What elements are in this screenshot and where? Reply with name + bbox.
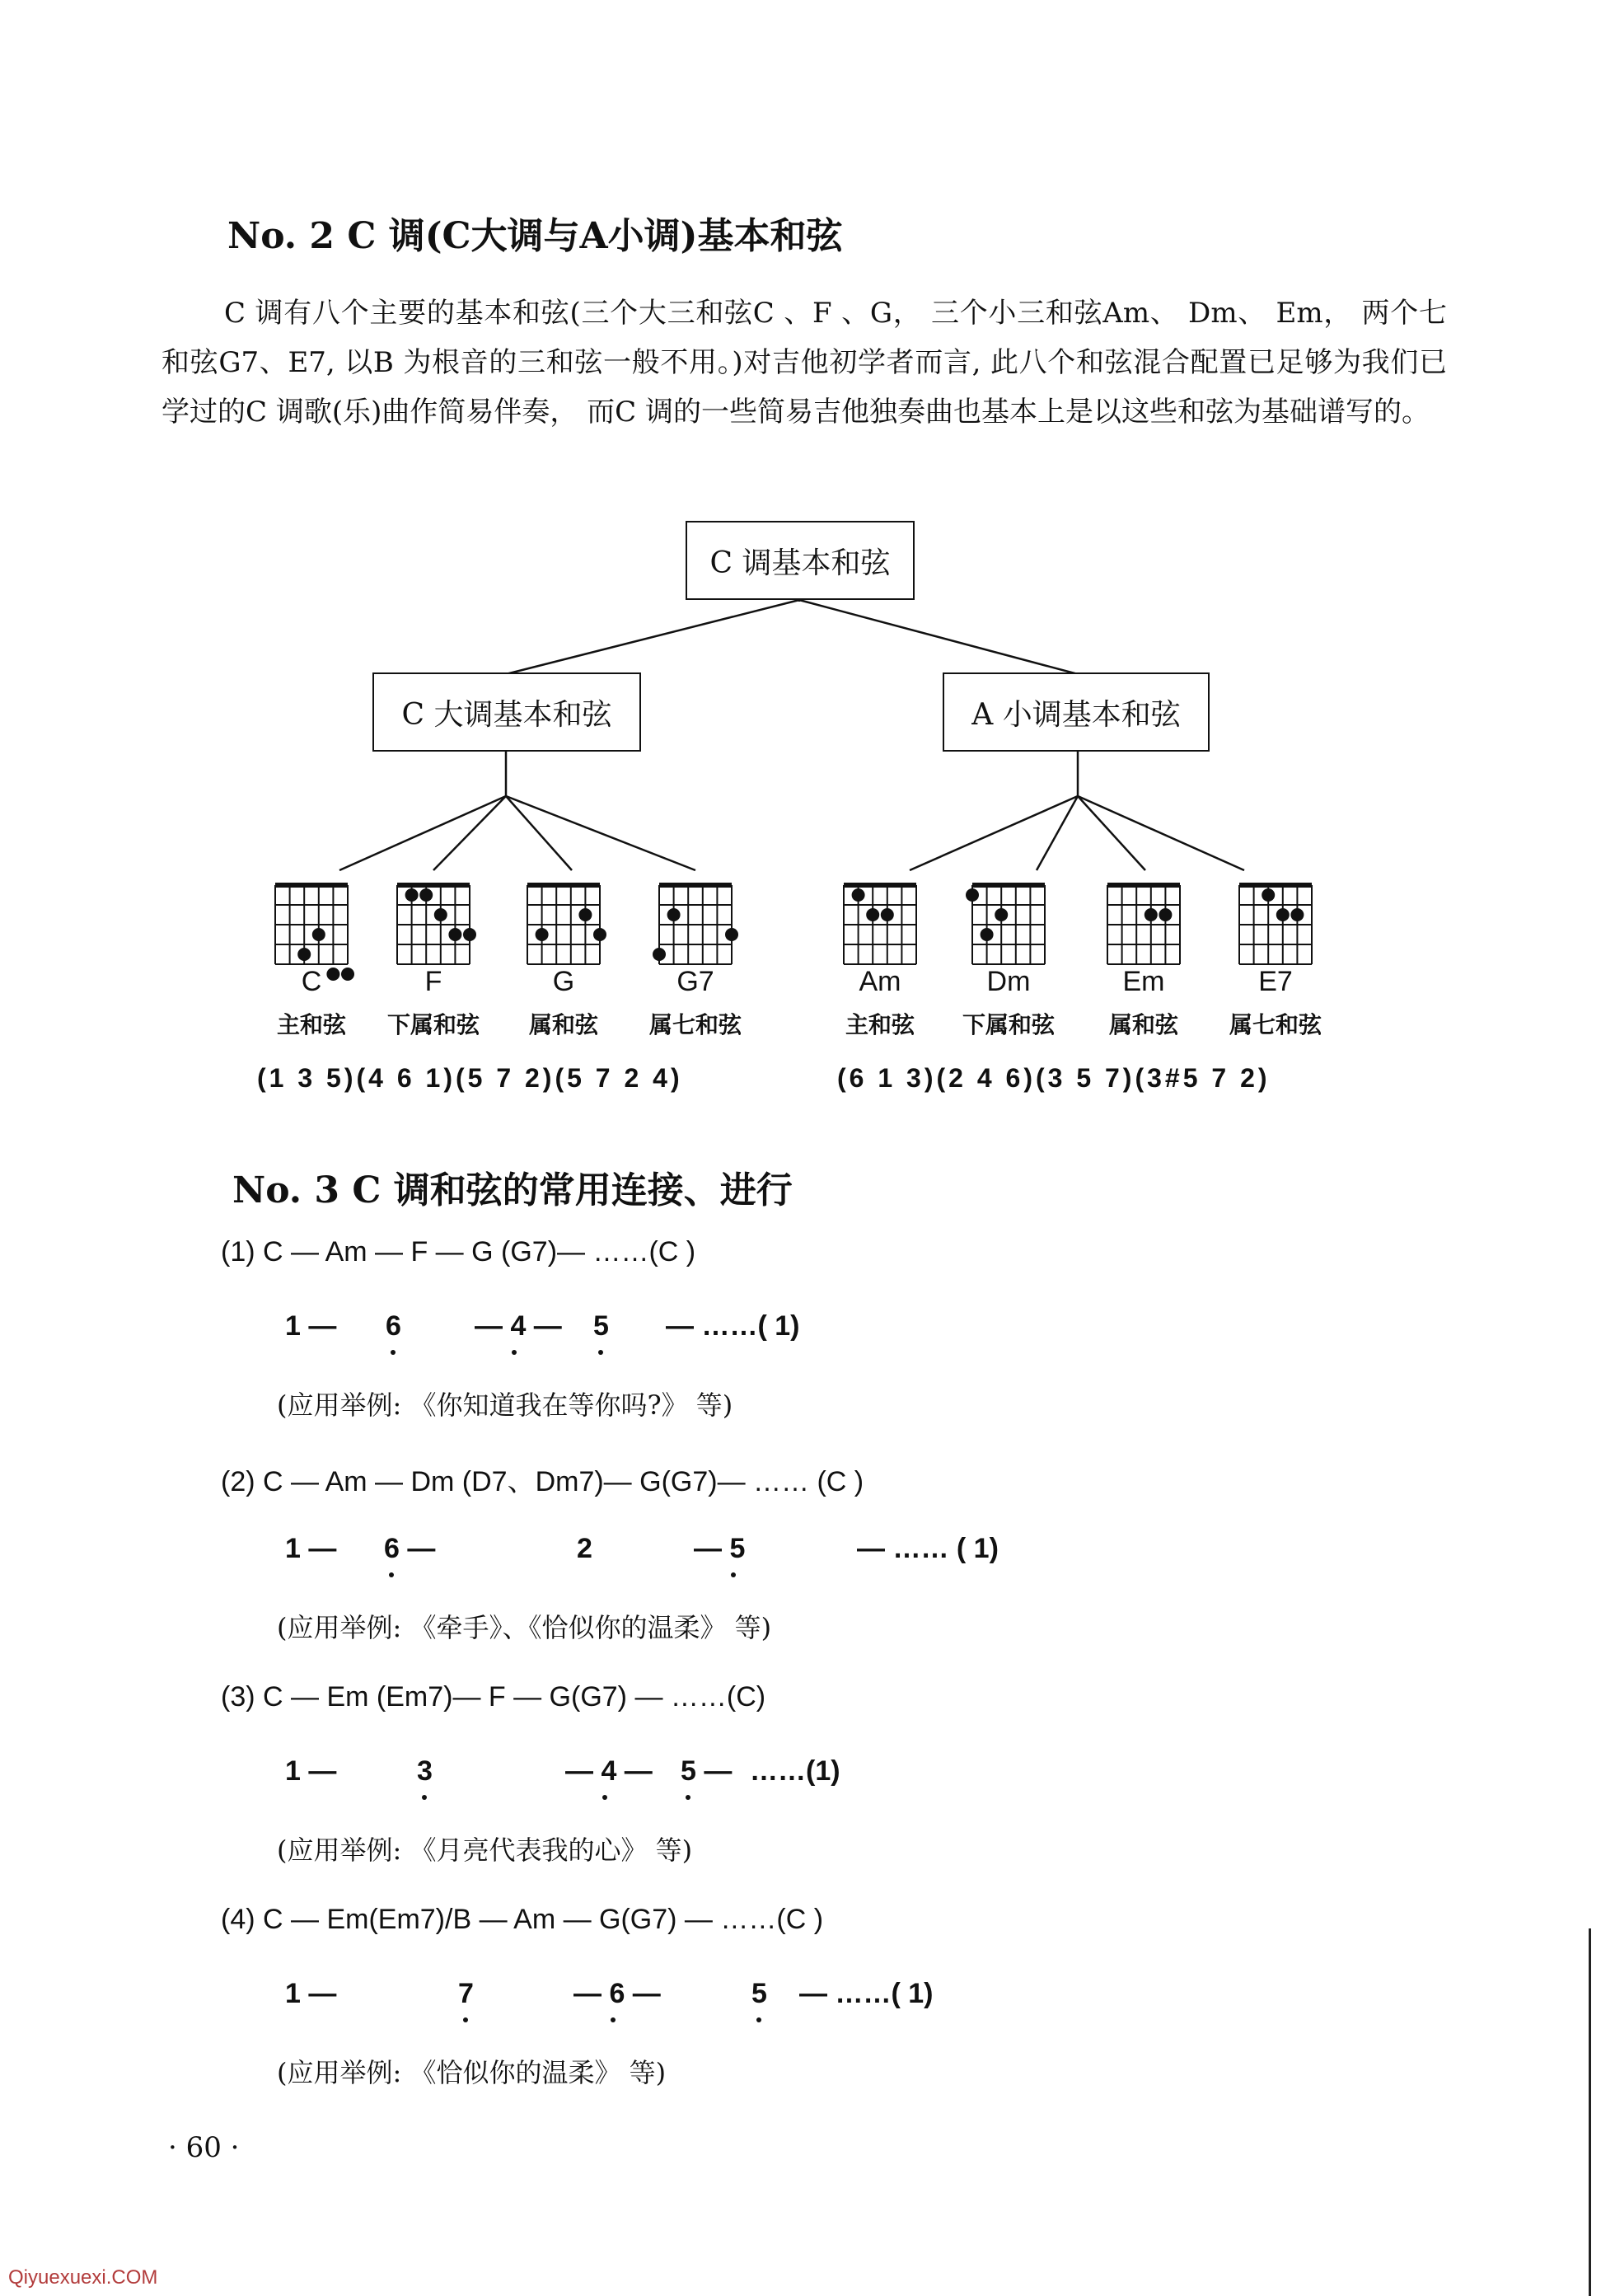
finger-dot [448, 928, 461, 941]
progression-degree: — …… ( 1) [857, 1533, 999, 1564]
progression-chords: (1) C — Am — F — G (G7)— ……(C ) [221, 1236, 696, 1267]
progression-degree: 2 [577, 1533, 592, 1564]
finger-dot [297, 948, 311, 961]
progression-example: (应用举例: 《牵手》、《恰似你的温柔》 等) [277, 1612, 772, 1643]
finger-dot [419, 888, 433, 902]
chord-name: C [301, 966, 322, 997]
finger-dot [1145, 908, 1158, 921]
chord-name: Am [859, 966, 901, 997]
progression-degree: 6 [386, 1310, 401, 1342]
low-octave-dot [422, 1795, 427, 1800]
chord-notes-major: (1 3 5)(4 6 1)(5 7 2)(5 7 2 4) [257, 1063, 683, 1093]
progression-degree: — 4 — [565, 1755, 653, 1787]
chord-function: 下属和弦 [962, 1011, 1055, 1038]
chord-name: E7 [1258, 966, 1293, 997]
section2-title: No. 2 C 调(C大调与A小调)基本和弦 [227, 215, 843, 257]
progression-degree: 5 [593, 1310, 609, 1342]
finger-dot [405, 888, 419, 902]
low-octave-dot [512, 1350, 517, 1355]
chord-name: Em [1122, 966, 1165, 997]
chord-name: F [424, 966, 442, 997]
chord-diagram-am [844, 885, 916, 964]
chord-notes-minor: (6 1 3)(2 4 6)(3 5 7)(3#5 7 2) [837, 1063, 1271, 1093]
progression-degree: 1 — [285, 1533, 337, 1564]
progression-chords: (4) C — Em(Em7)/B — Am — G(G7) — ……(C ) [221, 1904, 824, 1935]
progression-degree: 1 — [285, 1755, 337, 1787]
finger-dot [1262, 888, 1275, 902]
chord-name: G [552, 966, 575, 997]
page-edge-line [1589, 1928, 1591, 2296]
finger-dot [1290, 908, 1304, 921]
chord-diagram-f [397, 885, 476, 964]
low-octave-dot [756, 2017, 761, 2022]
finger-dot [463, 928, 476, 941]
low-octave-dot [686, 1795, 690, 1800]
section2-paragraph: C 调有八个主要的基本和弦(三个大三和弦C 、F 、G， 三个小三和弦Am、 Dm、 Em， 两个七和弦G7、E7, 以B 为根音的三和弦一般不用。)对吉他初学者而言, 此八个和弦混合配置已足够为我们已学过的C 调歌(乐)曲作简易伴奏， 而C 调的一些简易吉他独奏曲也基本上是以这些和弦为基础谱写的。 [162, 297, 1447, 429]
chord-function: 属和弦 [1108, 1011, 1178, 1038]
finger-dot [725, 928, 738, 941]
chord-diagram-em [1107, 885, 1180, 964]
progression-example: (应用举例: 《你知道我在等你吗?》 等) [277, 1389, 733, 1421]
progression-degree: 6 — [384, 1533, 436, 1564]
chord-diagram-e7 [1239, 885, 1312, 964]
progression-degree: — 5 [694, 1533, 746, 1564]
low-octave-dot [463, 2017, 468, 2022]
tree-root-box: C 调基本和弦 [686, 521, 915, 600]
tree-right-box: A 小调基本和弦 [943, 672, 1210, 752]
chord-function: 主和弦 [845, 1011, 915, 1038]
finger-dot [1276, 908, 1290, 921]
low-octave-dot [389, 1572, 394, 1577]
progression-chords: (2) C — Am — Dm (D7、Dm7)— G(G7)— …… (C ) [221, 1466, 864, 1497]
finger-dot [312, 928, 325, 941]
progression-example: (应用举例: 《恰似你的温柔》 等) [277, 2057, 667, 2088]
chord-diagram-dm [966, 885, 1045, 964]
finger-dot [434, 908, 447, 921]
finger-dot [1159, 908, 1172, 921]
chord-function: 属和弦 [528, 1011, 598, 1038]
section3-title: No. 3 C 调和弦的常用连接、进行 [232, 1169, 793, 1211]
finger-dot [593, 928, 606, 941]
finger-dot [536, 928, 549, 941]
progression-degree: 1 — [285, 1310, 337, 1342]
chord-diagram-g7 [653, 885, 738, 964]
finger-dot [966, 888, 979, 902]
low-octave-dot [611, 2017, 616, 2022]
chord-function: 下属和弦 [386, 1011, 480, 1038]
finger-dot [881, 908, 894, 921]
progression-degree: — ……( 1) [666, 1310, 800, 1342]
progression-degree: 7 [458, 1978, 474, 2009]
progression-degree: — 4 — [475, 1310, 562, 1342]
finger-dot [578, 908, 592, 921]
progression-degree: — ……( 1) [799, 1978, 934, 2009]
finger-dot [667, 908, 681, 921]
low-octave-dot [391, 1350, 396, 1355]
chord-name: G7 [676, 966, 714, 997]
progression-chords: (3) C — Em (Em7)— F — G(G7) — ……(C) [221, 1681, 766, 1713]
finger-dot [852, 888, 865, 902]
page-number: · 60 · [168, 2131, 240, 2164]
progression-degree: 1 — [285, 1978, 337, 2009]
low-octave-dot [602, 1795, 607, 1800]
finger-dot [981, 928, 994, 941]
chord-function: 属七和弦 [648, 1011, 742, 1038]
finger-dot [866, 908, 879, 921]
chord-diagram-g [527, 885, 606, 964]
low-octave-dot [598, 1350, 603, 1355]
progression-degree: 5 — [681, 1755, 733, 1787]
low-octave-dot [731, 1572, 736, 1577]
progression-degree: ……(1) [750, 1755, 840, 1787]
progression-example: (应用举例: 《月亮代表我的心》 等) [277, 1834, 693, 1866]
progression-degree: — 6 — [573, 1978, 661, 2009]
progression-degree: 5 [751, 1978, 767, 2009]
tree-left-box: C 大调基本和弦 [372, 672, 641, 752]
finger-dot [995, 908, 1008, 921]
chord-name: Dm [986, 966, 1031, 997]
chord-function: 主和弦 [276, 1011, 346, 1038]
watermark-text: Qiyuexuexi.COM [8, 2266, 158, 2289]
chord-function: 属七和弦 [1229, 1011, 1322, 1038]
finger-dot [653, 948, 666, 961]
progression-degree: 3 [417, 1755, 433, 1787]
